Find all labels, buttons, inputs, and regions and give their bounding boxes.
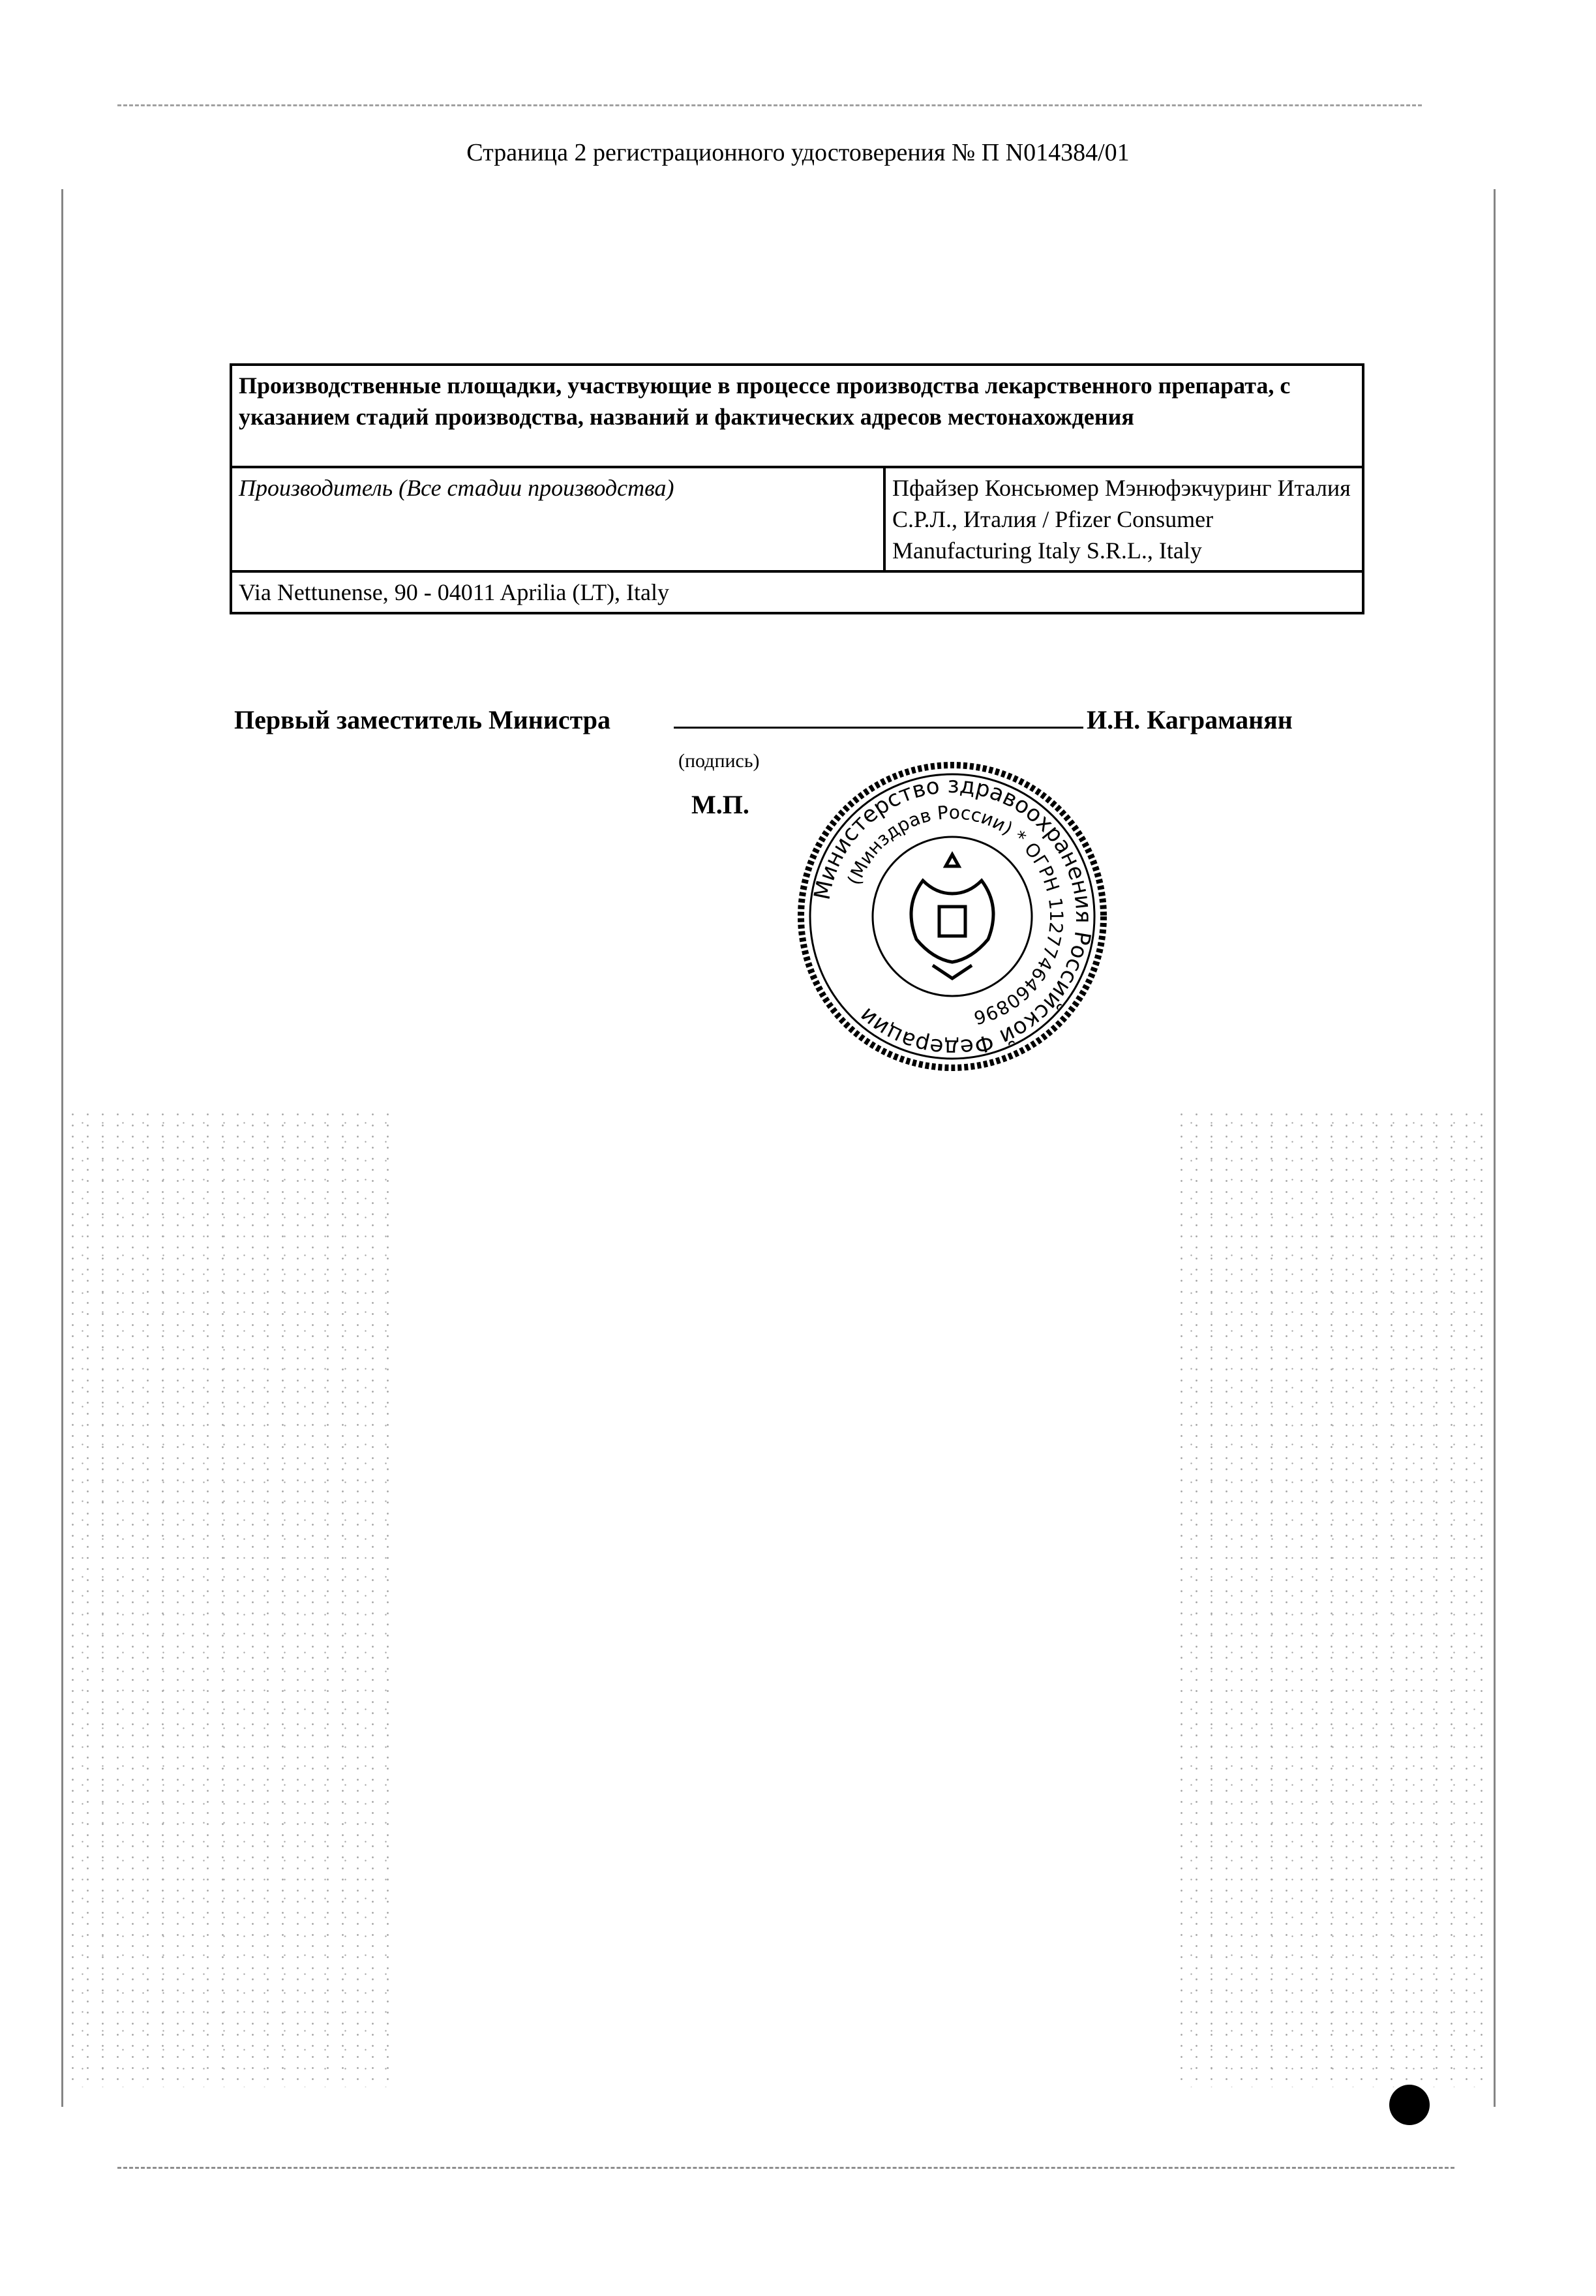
stamp-inner-text: (Минздрав России) * ОГРН 1127746460896 xyxy=(843,801,1068,1029)
production-sites-table xyxy=(230,363,1364,614)
signatory-name: И.Н. Каграманян xyxy=(1087,705,1293,734)
page-border-top xyxy=(117,104,1422,108)
seal-caption: М.П. xyxy=(691,790,749,819)
scan-noise-right xyxy=(1174,1109,1487,2087)
page-header: Страница 2 регистрационного удостоверения № П N014384/01 xyxy=(466,139,1130,166)
official-stamp xyxy=(792,757,1112,1076)
scan-mark-dot xyxy=(1389,2085,1430,2125)
table-heading: Производственные площадки, участвующие в процессе производства лекарственного препарата, с указанием стадий производства, названий и фактических адресов местонахождения xyxy=(231,365,1363,467)
manufacturer-name: Пфайзер Консьюмер Мэнюфэкчуринг Италия С.Р.Л., Италия / Pfizer Consumer Manufacturing Italy S.R.L., Italy xyxy=(884,467,1363,571)
stage-label: Производитель (Все стадии производства) xyxy=(231,467,884,571)
page-border-bottom xyxy=(117,2167,1454,2170)
stamp-outer-text: Министерство здравоохранения Российской Федерации xyxy=(809,772,1097,1061)
scan-noise-left xyxy=(65,1109,391,2087)
signature-caption: (подпись) xyxy=(678,750,760,772)
page-border-left xyxy=(61,189,63,2107)
table-row xyxy=(231,571,1363,613)
table-row xyxy=(231,467,1363,571)
signature-line xyxy=(674,727,1083,729)
signatory-position: Первый заместитель Министра xyxy=(234,705,611,734)
page-border-right xyxy=(1494,189,1496,2107)
coat-of-arms-icon xyxy=(911,854,993,978)
manufacturer-address: Via Nettunense, 90 - 04011 Aprilia (LT), Italy xyxy=(231,571,1363,613)
table-row xyxy=(231,365,1363,467)
